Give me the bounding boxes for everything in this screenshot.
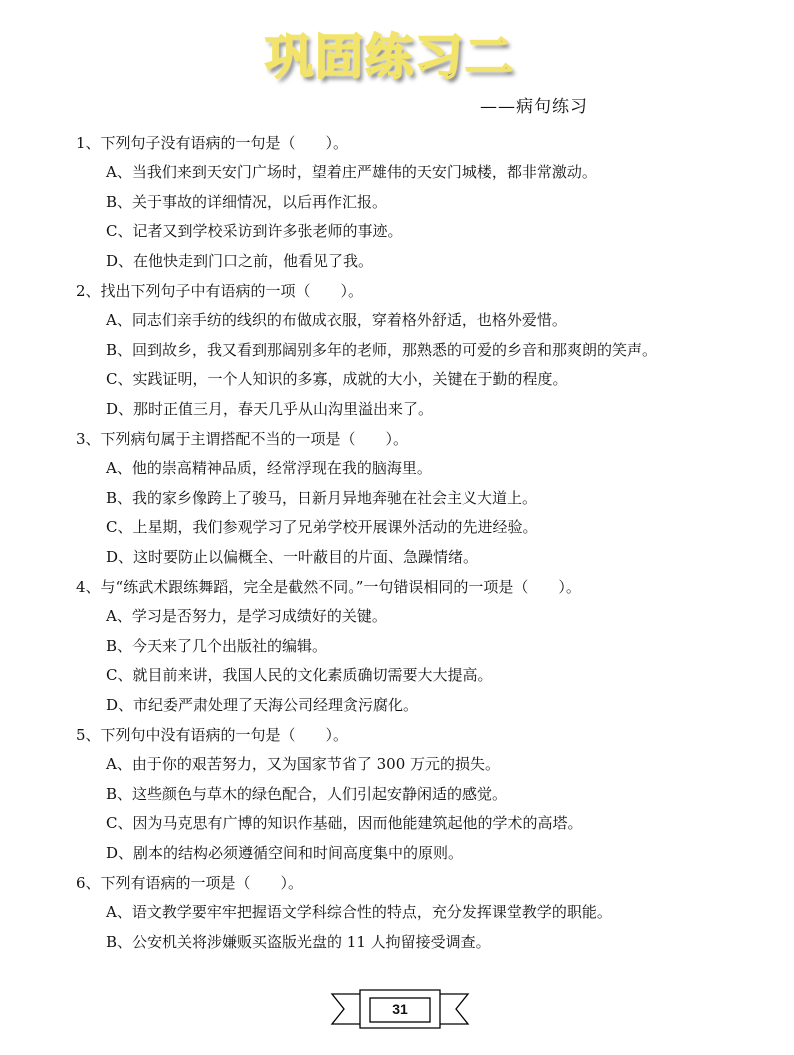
question-option: B、公安机关将涉嫌贩买盗版光盘的 11 人拘留接受调查。: [106, 932, 491, 951]
question-option: C、实践证明，一个人知识的多寡，成就的大小，关键在于勤的程度。: [106, 370, 568, 388]
question-option: D、在他快走到门口之前，他看见了我。: [106, 251, 374, 270]
page-title: 巩固练习二: [264, 29, 515, 85]
title-banner: [240, 18, 540, 88]
question-stem: 1、下列句子没有语病的一句是（ ）。: [76, 134, 349, 152]
question-option: C、就目前来讲，我国人民的文化素质确切需要大大提高。: [106, 666, 493, 684]
question-stem: 5、下列句中没有语病的一句是（ ）。: [76, 726, 349, 744]
question-option: C、上星期，我们参观学习了兄弟学校开展课外活动的先进经验。: [106, 518, 538, 536]
question-stem: 6、下列有语病的一项是（ ）。: [76, 874, 304, 892]
page-number: 31: [392, 1001, 408, 1017]
question-option: C、因为马克思有广博的知识作基础，因而他能建筑起他的学术的高塔。: [106, 814, 583, 832]
question-stem: 2、找出下列句子中有语病的一项（ ）。: [76, 282, 364, 300]
question-option: A、由于你的艰苦努力，又为国家节省了 300 万元的损失。: [106, 755, 501, 773]
question-option: B、回到故乡，我又看到那阔别多年的老师，那熟悉的可爱的乡音和那爽朗的笑声。: [106, 340, 658, 359]
question-option: A、他的崇高精神品质，经常浮现在我的脑海里。: [106, 459, 432, 477]
question-stem: 4、与“练武术跟练舞蹈，完全是截然不同。”一句错误相同的一项是（ ）。: [76, 578, 581, 596]
question-option: B、今天来了几个出版社的编辑。: [106, 636, 328, 655]
question-option: D、这时要防止以偏概全、一叶蔽目的片面、急躁情绪。: [106, 547, 479, 566]
question-option: B、关于事故的详细情况，以后再作汇报。: [106, 192, 388, 211]
question-stem: 3、下列病句属于主谓搭配不当的一项是（ ）。: [76, 430, 409, 448]
question-option: B、我的家乡像跨上了骏马，日新月异地奔驰在社会主义大道上。: [106, 488, 538, 507]
question-list: [76, 128, 766, 957]
question-option: B、这些颜色与草木的绿色配合，人们引起安静闲适的感觉。: [106, 784, 508, 803]
question-option: C、记者又到学校采访到许多张老师的事迹。: [106, 222, 403, 240]
question-option: D、剧本的结构必须遵循空间和时间高度集中的原则。: [106, 843, 464, 862]
question-option: A、同志们亲手纺的线织的布做成衣服，穿着格外舒适，也格外爱惜。: [106, 311, 567, 329]
question-option: A、学习是否努力，是学习成绩好的关键。: [106, 607, 387, 625]
question-option: A、语文教学要牢牢把握语文学科综合性的特点，充分发挥课堂教学的职能。: [106, 903, 612, 921]
page-number-ribbon: [330, 988, 470, 1032]
page-subtitle: ——病句练习: [480, 97, 588, 117]
question-option: A、当我们来到天安门广场时，望着庄严雄伟的天安门城楼，都非常激动。: [106, 163, 597, 181]
question-option: D、市纪委严肃处理了天海公司经理贪污腐化。: [106, 695, 419, 714]
question-option: D、那时正值三月，春天几乎从山沟里溢出来了。: [106, 399, 434, 418]
